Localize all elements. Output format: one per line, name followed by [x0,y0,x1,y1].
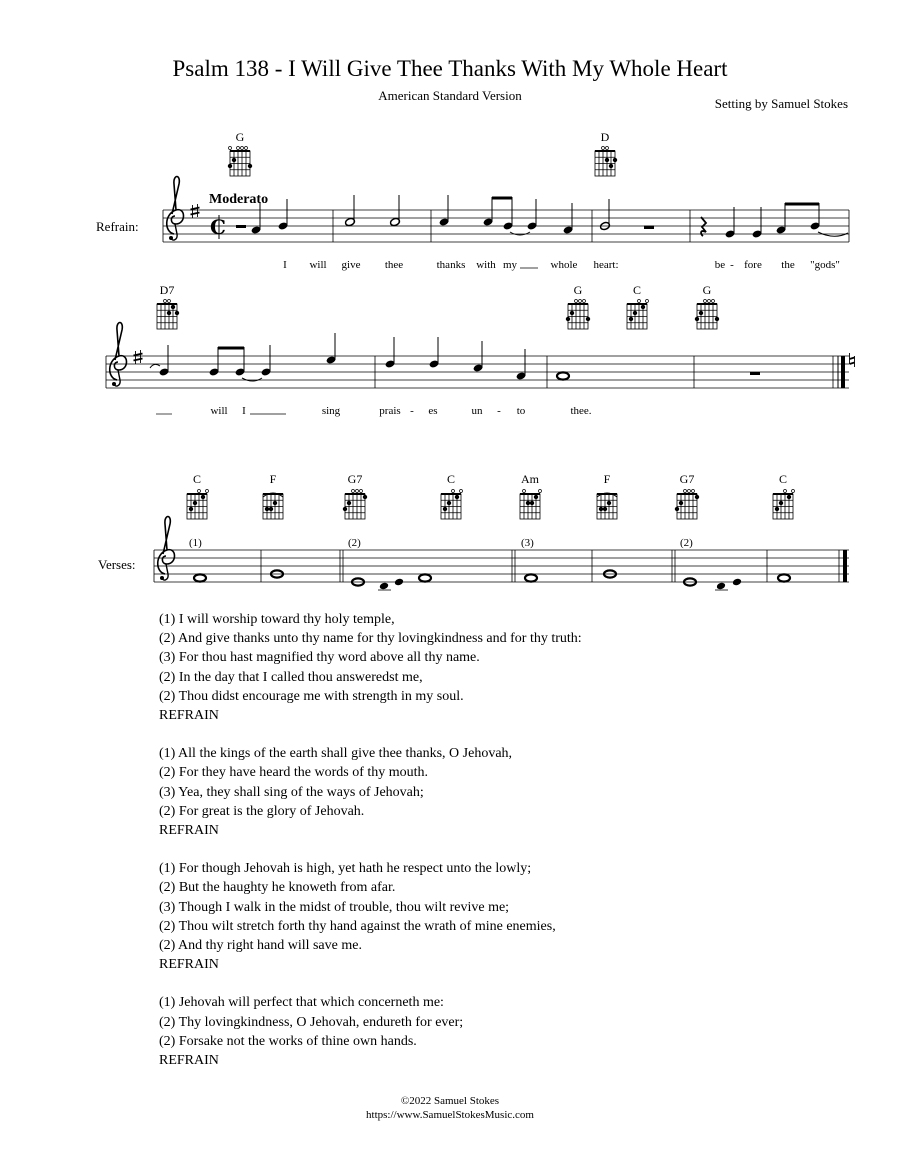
chord-diagram-g7 [343,472,367,519]
refrain-cue: REFRAIN [159,1053,219,1069]
staff-3 [154,550,849,582]
page-title: Psalm 138 - I Will Give Thee Thanks With My Whole Heart [172,56,728,81]
svg-text:G: G [235,130,245,144]
svg-text:will: will [210,405,228,417]
chord-diagram-c [627,283,649,329]
subtitle: American Standard Version [378,88,522,103]
website-link[interactable]: https://www.SamuelStokesMusic.com [366,1109,534,1121]
copyright: ©2022 Samuel Stokes [400,1095,500,1107]
verse-line: (1) For though Jehovah is high, yet hath he respect unto the lowly; [159,861,532,877]
refrain-cue: REFRAIN [159,823,219,839]
verse-line: (2) Thou wilt stretch forth thy hand against the wrath of mine enemies, [159,918,556,934]
svg-text:give: give [341,259,361,271]
svg-text:D7: D7 [159,283,175,297]
footer [0,1094,900,1122]
svg-text:thanks: thanks [436,259,466,271]
verse-line: (3) For thou hast magnified thy word above all thy name. [159,650,480,666]
verse-line: (2) In the day that I called thou answeredst me, [159,669,423,685]
verse-line: (2) For great is the glory of Jehovah. [159,803,365,819]
chord-diagram-d7 [157,283,179,329]
svg-text:(2): (2) [680,537,693,549]
chord-diagram-g7 [675,472,699,519]
verse-line: (3) Though I walk in the midst of trouble, thou wilt revive me; [159,899,510,915]
chord-diagram-g [695,283,719,329]
svg-text:the: the [781,259,795,271]
chord-diagram-g [566,283,590,329]
svg-text:C: C [632,283,642,297]
chord-diagram-c [773,472,795,519]
svg-text:C: C [192,472,202,486]
chord-diagram-am [520,472,542,519]
svg-text:sing: sing [321,405,341,417]
verses-label: Verses: [98,557,136,572]
lyrics-line-1 [283,259,840,271]
svg-text:G: G [702,283,712,297]
verse-line: (2) Thy lovingkindness, O Jehovah, endureth for ever; [159,1014,464,1030]
verse-line: (2) But the haughty he knoweth from afar. [159,880,396,896]
lyrics-line-2 [156,405,592,417]
verse-line: (2) Thou didst encourage me with strength in my soul. [159,688,464,704]
svg-text:F: F [603,472,611,486]
verse-line: (2) And give thanks unto thy name for thy lovingkindness and for thy truth: [159,631,582,647]
svg-text:will: will [309,259,327,271]
verse-line: (1) All the kings of the earth shall give thee thanks, O Jehovah, [159,746,513,762]
verse-line: (2) And thy right hand will save me. [159,938,362,954]
svg-text:thee: thee [384,259,404,271]
svg-text:(2): (2) [348,537,361,549]
svg-text:F: F [269,472,277,486]
chord-diagram-c [187,472,209,519]
stanza-3 [159,859,582,974]
svg-text:-: - [410,405,414,417]
verse-line: (1) Jehovah will perfect that which concerneth me: [159,995,444,1011]
verse-line: (3) Yea, they shall sing of the ways of Jehovah; [159,784,424,800]
verse-line: (2) For they have heard the words of thy mouth. [159,765,429,781]
svg-text:be: be [714,259,726,271]
svg-text:-: - [497,405,501,417]
svg-text:I: I [242,405,246,417]
chord-diagram-g [228,130,252,176]
svg-text:C: C [210,215,226,239]
svg-text:whole: whole [550,259,578,271]
stanza-4 [159,993,582,1070]
svg-text:heart:: heart: [593,259,619,271]
svg-text:un: un [471,405,483,417]
chord-diagram-d [595,130,617,176]
svg-text:C: C [446,472,456,486]
svg-text:Am: Am [521,472,539,486]
chord-diagram-f [263,472,283,519]
svg-text:with: with [476,259,496,271]
refrain-cue: REFRAIN [159,957,219,973]
svg-text:-: - [730,259,734,271]
svg-text:my: my [502,259,518,271]
svg-text:"gods": "gods" [810,259,840,271]
svg-text:to: to [516,405,526,417]
svg-text:es: es [428,405,438,417]
svg-text:(1): (1) [189,537,202,549]
svg-text:thee.: thee. [570,405,592,417]
svg-text:I: I [283,259,287,271]
refrain-label: Refrain: [96,219,139,234]
svg-text:(3): (3) [521,537,534,549]
verse-line: (2) Forsake not the works of thine own hands. [159,1033,417,1049]
verse-line: (1) I will worship toward thy holy temple, [159,612,395,627]
svg-text:fore: fore [744,259,762,271]
svg-text:prais: prais [379,405,401,417]
svg-text:G7: G7 [347,472,363,486]
svg-text:D: D [600,130,610,144]
tempo-marking: Moderato [209,192,269,207]
chord-diagram-f [597,472,617,519]
svg-text:C: C [778,472,788,486]
svg-text:G: G [573,283,583,297]
refrain-cue: REFRAIN [159,708,219,724]
verse-text [159,610,582,1089]
composer-credit: Setting by Samuel Stokes [714,96,848,111]
svg-text:G7: G7 [679,472,695,486]
tone-markers [189,537,693,549]
stanza-2 [159,744,582,840]
stanza-1 [159,610,582,725]
chord-diagram-c [441,472,463,519]
